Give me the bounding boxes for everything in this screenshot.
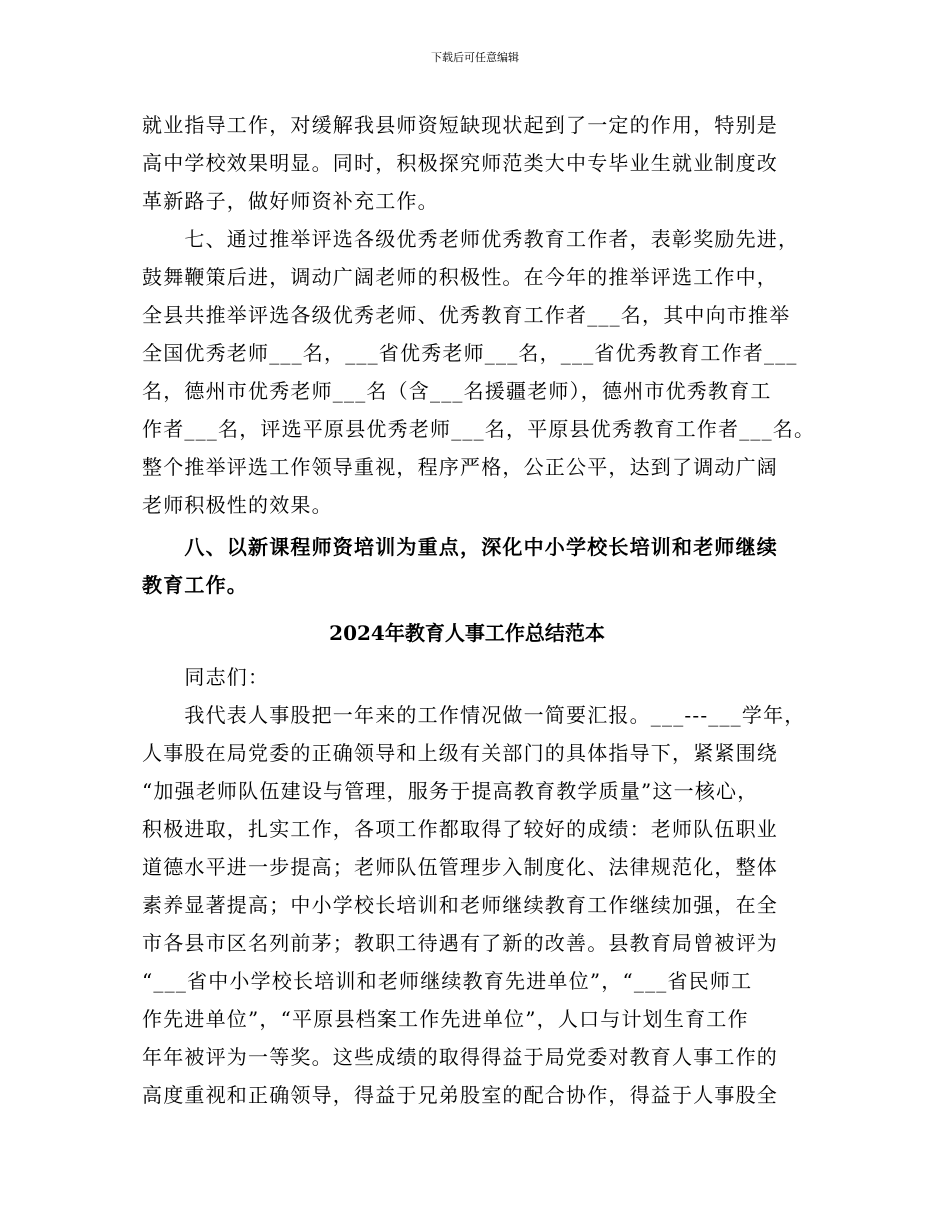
text-line: 我代表人事股把一年来的工作情况做一简要汇报。___---___学年， [142, 703, 806, 727]
text-line: 作先进单位”，“平原县档案工作先进单位”，人口与计划生育工作 [142, 1007, 749, 1031]
text-line: 人事股在局党委的正确领导和上级有关部门的具体指导下，紧紧围绕 [142, 741, 778, 765]
text-line: 老师积极性的效果。 [142, 493, 333, 517]
text-line: “加强老师队伍建设与管理，服务于提高教育教学质量”这一核心， [142, 779, 759, 803]
heading-line: 教育工作。 [142, 573, 248, 597]
text-line: 高度重视和正确领导，得益于兄弟股室的配合协作，得益于人事股全 [142, 1083, 778, 1107]
section-2 [142, 658, 822, 1114]
text-line: 七、通过推举评选各级优秀老师优秀教育工作者，表彰奖励先进， [142, 227, 800, 251]
text-line: 革新路子，做好师资补充工作。 [142, 189, 439, 213]
text-line: 名，德州市优秀老师___名（含___名援疆老师），德州市优秀教育工 [142, 379, 772, 403]
text-line: 高中学校效果明显。同时，积极探究师范类大中专毕业生就业制度改 [142, 151, 778, 175]
heading-line: 八、以新课程师资培训为重点，深化中小学校长培训和老师继续 [142, 535, 778, 559]
section-heading [142, 528, 822, 604]
text-line: 整个推举评选工作领导重视，程序严格，公正公平，达到了调动广阔 [142, 455, 778, 479]
document-body [142, 106, 822, 1114]
text-line: 鼓舞鞭策后进，调动广阔老师的积极性。在今年的推举评选工作中， [142, 265, 778, 289]
text-line: 全国优秀老师___名，___省优秀老师___名，___省优秀教育工作者___ [142, 341, 798, 365]
text-line: 全县共推举评选各级优秀老师、优秀教育工作者___名，其中向市推举 [142, 303, 791, 327]
text-line: 市各县市区名列前茅；教职工待遇有了新的改善。县教育局曾被评为 [142, 931, 778, 955]
text-line: 积极进取，扎实工作，各项工作都取得了较好的成绩：老师队伍职业 [142, 817, 778, 841]
document-title: 2024年教育人事工作总结范本 [329, 621, 605, 645]
text-line: 素养显著提高；中小学校长培训和老师继续教育工作继续加强，在全 [142, 893, 778, 917]
text-line: “___省中小学校长培训和老师继续教育先进单位”，“___省民师工 [142, 969, 753, 993]
text-line: 就业指导工作，对缓解我县师资短缺现状起到了一定的作用，特别是 [142, 113, 778, 137]
text-line: 年年被评为一等奖。这些成绩的取得得益于局党委对教育人事工作的 [142, 1045, 778, 1069]
text-line: 同志们： [142, 665, 270, 689]
page-header-note: 下载后可任意编辑 [431, 51, 519, 64]
section-1 [142, 106, 822, 524]
text-line: 作者___名，评选平原县优秀老师___名，平原县优秀教育工作者___名。 [142, 417, 816, 441]
text-line: 道德水平进一步提高；老师队伍管理步入制度化、法律规范化，整体 [142, 855, 778, 879]
